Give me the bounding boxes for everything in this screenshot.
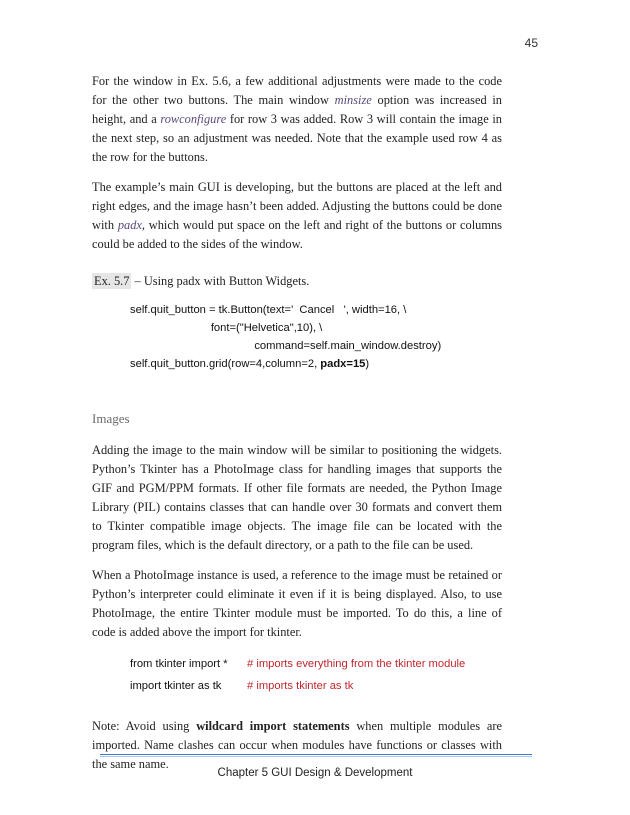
import-row <box>130 653 502 675</box>
import-comment: # imports tkinter as tk <box>247 680 354 692</box>
text-run: when multiple modules are imported. Name clashes can occur when modules have functions or classes with the same name. <box>92 719 503 771</box>
code-line: command=self.main_window.destroy) <box>130 340 442 352</box>
example-caption <box>92 272 502 291</box>
import-code: from tkinter import * <box>130 658 228 670</box>
text-run: For the window in Ex. 5.6, a few additional adjustments were made to the code for the other two buttons. The main window <box>92 74 502 107</box>
term-rowconfigure: rowconfigure <box>160 112 227 126</box>
import-code: import tkinter as tk <box>130 680 222 692</box>
paragraph-window-adjustments <box>92 72 502 167</box>
text-run: for row 3 was added. Row 3 will contain the image in the next step, so an adjustment was needed. Note that the example used row 4 as the row for the buttons. <box>92 112 502 164</box>
text-run: , which would put space on the left and right of the buttons or columns could be added to the sides of the window. <box>92 218 502 251</box>
code-line <box>130 355 502 373</box>
code-line: self.quit_button = tk.Button(text=' Cancel ', width=16, \ <box>130 304 407 316</box>
import-comment: # imports everything from the tkinter module <box>247 658 466 670</box>
import-code-block <box>130 653 502 697</box>
paragraph-gui-developing <box>92 178 502 254</box>
code-text: self.quit_button.grid(row=4,column=2, <box>130 358 321 370</box>
code-example <box>130 301 502 373</box>
example-title: – Using padx with Button Widgets. <box>131 274 310 288</box>
page-body <box>92 72 502 785</box>
chapter-footer: Chapter 5 GUI Design & Development <box>217 767 413 779</box>
term-padx: padx <box>117 218 142 232</box>
paragraph-adding-image: Adding the image to the main window will be similar to positioning the widgets. Python’s Tkinter has a PhotoImage class for handling images that supports the GIF and PGM/PPM formats. If other file formats are needed, the Python Image Library (PIL) contains classes that can handle over 30 formats and convert them to Tkinter compatible image objects. The image file can be located with the program files, which is the default directory, or a path to the file can be used. <box>92 443 502 552</box>
text-run: option was increased in height, and a <box>92 93 502 126</box>
section-heading-images: Images <box>92 411 130 426</box>
paragraph-photoimage: When a PhotoImage instance is used, a reference to the image must be retained or Python’s interpreter could eliminate it even if it is being displayed. Also, to use PhotoImage, the entire Tkinter module must be imported. To do this, a line of code is added above the import for tkinter. <box>92 568 502 639</box>
footer-divider-shadow <box>100 756 532 757</box>
footer-divider <box>100 754 532 755</box>
code-line: font=("Helvetica",10), \ <box>130 322 323 334</box>
code-text: ) <box>365 358 370 370</box>
text-run: Note: Avoid using <box>92 719 197 733</box>
page-number: 45 <box>524 36 538 50</box>
code-highlight: padx=15 <box>320 358 366 370</box>
import-row <box>130 675 502 697</box>
term-minsize: minsize <box>334 93 372 107</box>
paragraph-note-wildcard <box>92 717 502 774</box>
example-reference: Ex. 5.7 <box>94 274 130 288</box>
text-run: The example’s main GUI is developing, but the buttons are placed at the left and right edges, and the image hasn’t been added. Adjusting the buttons could be done with <box>92 180 502 232</box>
term-wildcard-imports: wildcard import statements <box>196 719 350 733</box>
